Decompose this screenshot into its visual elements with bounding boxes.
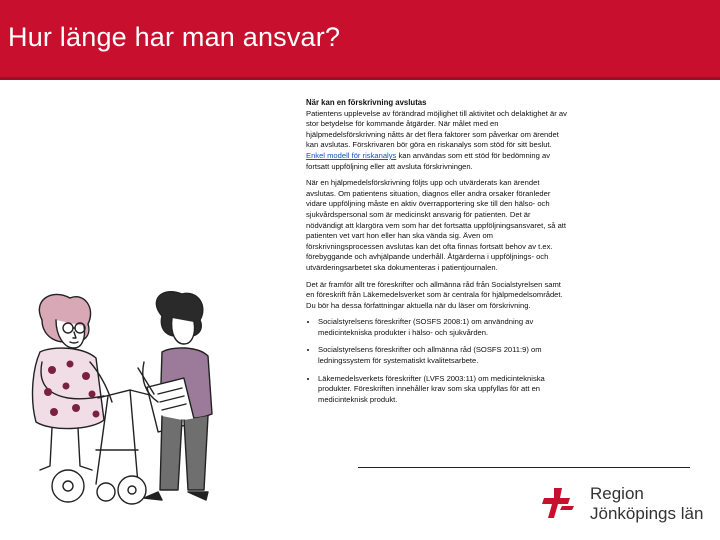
document-paragraph-2: När en hjälpmedelsförskrivning följts upp och utvärderats kan ärendet avslutas. Om patientens situation, diagnos eller andra orsaker föranleder vidare uppföljning måste en aktiv överrapportering ske till den hälso- och sjukvårdspersonal som är medicinskt ansvarig för patienten. Det är nödvändigt att klargöra vem som har det fortsatta uppföljningsansvaret, så att patienten vet vart hon eller han ska vända sig. Även om förskrivningsprocessen avslutas kan det ofta finnas fortsatt behov av t.ex. förebyggande och avhjälpande underhåll. Åtgärderna i uppföljnings- och utvärderingsarbetet ska dokumenteras i patientjournalen. xyxy=(306,178,567,272)
document-paragraph-3: Det är framför allt tre föreskrifter och allmänna råd från Socialstyrelsen samt en föreskrift från Läkemedelsverket som är centrala för hjälpmedelsområdet. Du bör ha dessa författningar aktuella när du läser om förskrivning. xyxy=(306,279,563,310)
document-paragraph-1 xyxy=(306,109,568,173)
paragraph-1-text-b: kan användas som ett stöd för bedömning av fortsatt uppföljning eller att avsluta förskrivningen. xyxy=(306,150,550,171)
logo-text-region: Region xyxy=(590,484,644,503)
list-item: • Socialstyrelsens föreskrifter och allmänna råd (SOSFS 2011:9) om ledningssystem för systematiskt kvalitetsarbete. xyxy=(318,345,568,366)
cross-logo-icon xyxy=(540,484,584,520)
list-item: • Läkemedelsverkets föreskrifter (LVFS 2003:11) om medicintekniska produkter. Föreskriften innehåller krav som ska uppfyllas för att en medicinteknisk produkt. xyxy=(318,374,568,406)
slide-title-bar xyxy=(0,0,720,80)
document-heading: När kan en förskrivning avslutas xyxy=(306,98,427,107)
logo-text-jonkopings-lan: Jönköpings län xyxy=(590,504,704,523)
paragraph-1-text-a: Patientens upplevelse av förändrad möjlighet till aktivitet och delaktighet är av stor betydelse för kommande åtgärder. När målet med en hjälpmedelsförskrivning nåtts är det flera faktorer som påverkar om ärendet kan avslutas. Förskrivaren bör göra en riskanalys som stöd för sitt beslut. xyxy=(306,108,567,150)
regulations-list xyxy=(306,317,568,405)
divider-line xyxy=(358,467,690,468)
slide-title: Hur länge har man ansvar? xyxy=(8,22,341,52)
illustration-caregiver-with-elderly-woman xyxy=(12,290,232,520)
list-item: • Socialstyrelsens föreskrifter (SOSFS 2008:1) om användning av medicintekniska produkter i hälso- och sjukvården. xyxy=(318,317,568,338)
document-excerpt xyxy=(306,98,568,412)
region-jonkopings-lan-logo xyxy=(540,482,720,540)
riskanalys-link[interactable]: Enkel modell för riskanalys xyxy=(306,150,397,160)
